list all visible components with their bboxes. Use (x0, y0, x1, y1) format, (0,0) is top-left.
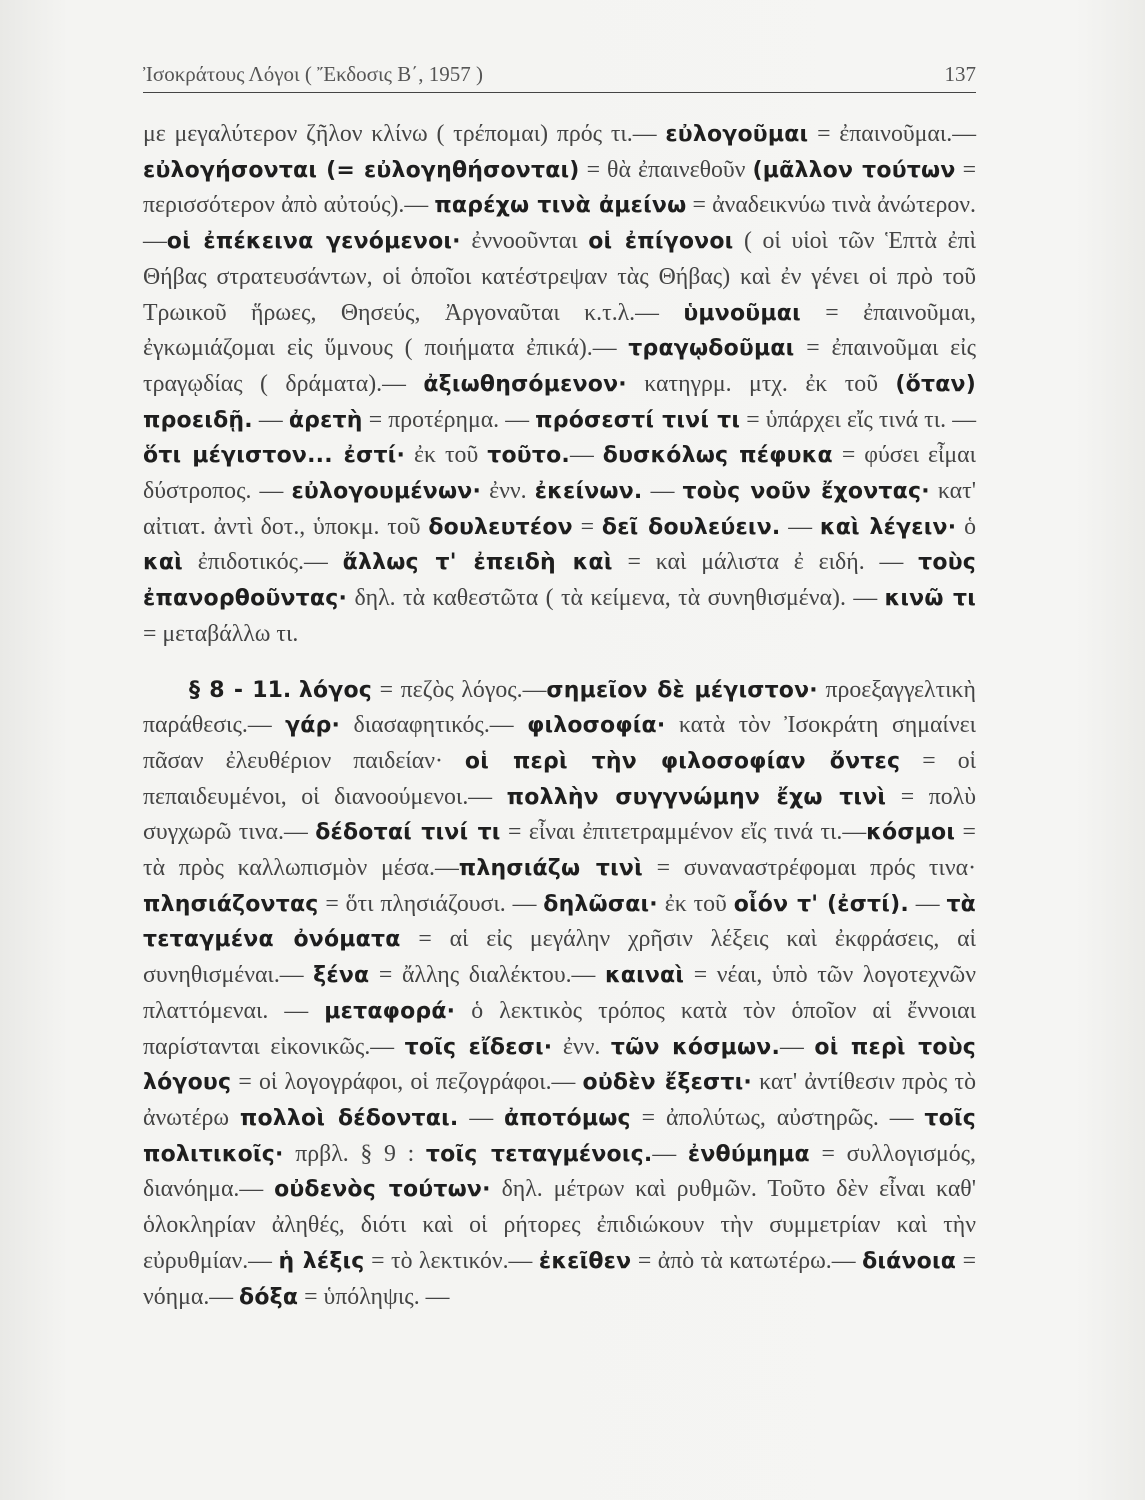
gloss-text: πρβλ. § 9 : (283, 1140, 426, 1167)
gloss-text: κατὰ τὸν Ἰσοκράτη σημαίνει πᾶσαν ἐλευθέριον παιδείαν· (143, 712, 976, 774)
lemma-term: διάνοια (862, 1248, 957, 1274)
lemma-term: τραγῳδοῦμαι (628, 336, 795, 362)
gloss-text: = πολὺ συγχωρῶ τινα.— (143, 783, 976, 846)
gloss-text: κατηγρμ. μτχ. ἐκ τοῦ (626, 370, 896, 397)
lemma-term: ἡ λέξις (278, 1248, 365, 1274)
running-title: Ἰσοκράτους Λόγοι ( Ἔκδοσις Β΄, 1957 ) (143, 62, 483, 86)
gloss-text: = συλλογισμός, διανόημα.— (143, 1140, 976, 1203)
lemma-term: ὅτι μέγιστον... ἐστί· (143, 443, 406, 469)
gloss-text: — (780, 1033, 815, 1060)
gloss-text: = συναναστρέφομαι πρός τινα· (642, 855, 976, 882)
lemma-term: εὐλογουμένων· (291, 479, 482, 505)
lemma-term: δυσκόλως πέφυκα (602, 443, 833, 469)
gloss-text: κατ' αἰτιατ. ἀντὶ δοτ., ὑποκμ. τοῦ (143, 478, 976, 540)
paragraph-2 (143, 673, 976, 1316)
lemma-term: λόγος (298, 677, 373, 703)
running-header (143, 62, 976, 93)
gloss-text: = τὸ λεκτικόν.— (364, 1247, 539, 1274)
lemma-term: μεταφορά· (324, 998, 456, 1024)
gloss-text: = νέαι, ὑπὸ τῶν λογοτεχνῶν πλαττόμεναι. — (143, 962, 976, 1024)
gloss-text: = φύσει εἶμαι δύστροπος. — (143, 442, 976, 505)
lemma-term: (ὅταν) προειδῇ. (143, 371, 976, 433)
gloss-text: = ἐπαινοῦμαι.— (808, 121, 976, 147)
lemma-term: παρέχω τινὰ ἀμείνω (434, 193, 687, 219)
gloss-text: = ἀπολύτως, αὐστηρῶς. — (630, 1104, 925, 1131)
gloss-text: με μεγαλύτερον ζῆλον κλίνω ( τρέπομαι) πρός τι.— (143, 121, 666, 147)
gloss-text: = καὶ μάλιστα ἐ ειδή. — (612, 549, 919, 576)
gloss-text: διασαφητικός.— (340, 712, 528, 739)
gloss-text: = (572, 513, 602, 540)
gloss-text: = αἱ εἰς μεγάλην χρῆσιν λέξεις καὶ ἐκφράσεις, αἱ συνηθισμέναι.— (143, 926, 976, 989)
lemma-term: οἷόν τ' (ἐστί). (733, 891, 909, 917)
gloss-text: — (569, 442, 603, 469)
lemma-term: καιναὶ (604, 963, 685, 989)
gloss-text: ἐκ τοῦ (657, 890, 734, 917)
gloss-text: = θὰ ἐπαινεθοῦν (579, 156, 753, 183)
gloss-text: ἐνν. (552, 1033, 611, 1060)
lemma-term: οἱ περὶ τοὺς λόγους (143, 1034, 976, 1096)
lemma-term: ὑμνοῦμαι (683, 300, 801, 326)
gloss-text: ἐκ τοῦ (405, 442, 488, 469)
gloss-text: ἐνν. (481, 478, 535, 505)
gloss-text: = ἐπαινοῦμαι εἰς τραγῳδίας ( δράματα).— (143, 335, 976, 397)
lemma-term: εὐλογήσονται (= εὐλογηθήσονται) (143, 157, 580, 183)
gloss-text: = ἄλλης διαλέκτου.— (369, 962, 605, 989)
gloss-text: προεξαγγελτικὴ παράθεσις.— (143, 676, 976, 739)
lemma-term: πρόσεστί τινί τι (535, 407, 741, 433)
gloss-text: ὁ (956, 513, 977, 540)
gloss-text: = νόημα.— (143, 1247, 976, 1310)
gloss-text: = ἀναδεικνύω τινὰ ἀνώτερον.— (143, 192, 976, 255)
gloss-text (291, 677, 299, 703)
paragraph-1 (143, 117, 976, 653)
gloss-text: — (908, 890, 947, 917)
lemma-term: ἐκείνων. (534, 479, 643, 505)
gloss-text: = μεταβάλλω τι. (143, 620, 299, 647)
gloss-text: ἐννοοῦνται (460, 228, 589, 255)
lemma-term: καὶ λέγειν· (819, 514, 957, 540)
lemma-term: οἱ ἐπέκεινα γενόμενοι· (166, 229, 461, 255)
lemma-term: δηλῶσαι· (543, 891, 658, 917)
lemma-term: εὐλογοῦμαι (665, 122, 809, 147)
lemma-term: (μᾶλλον τούτων (752, 157, 956, 183)
lemma-term: κόσμοι (866, 820, 956, 846)
lemma-term: καὶ (143, 550, 183, 576)
gloss-text: = ὑπάρχει εἴς τινά τι. — (740, 406, 977, 433)
gloss-text: κατ' ἀντίθεσιν πρὸς τὸ ἀνωτέρω (143, 1069, 976, 1131)
gloss-text: δηλ. μέτρων καὶ ρυθμῶν. Τοῦτο δὲν εἶναι καθ' ὁλοκληρίαν ἀληθές, διότι καὶ οἱ ρήτορες ἐπιδιώκουν τὴν συμμετρίαν καὶ τὴν εὐρυθμίαν.— (143, 1176, 976, 1274)
lemma-term: δόξα (239, 1284, 299, 1310)
gloss-text: = ὑπόληψις. — (298, 1283, 450, 1310)
lemma-term: πλησιάζοντας (143, 891, 319, 917)
gloss-text: = πεζὸς λόγος.— (372, 676, 547, 703)
gloss-text: δηλ. τὰ καθεστῶτα ( τὰ κείμενα, τὰ συνηθισμένα). — (347, 585, 885, 612)
lemma-term: πολλοὶ δέδονται. (239, 1105, 459, 1131)
lemma-term: τοὺς νοῦν ἔχοντας· (682, 479, 930, 505)
lemma-term: τοῖς τεταγμένοις. (425, 1141, 653, 1167)
gloss-text: ( οἱ υἱοὶ τῶν Ἑπτὰ ἐπὶ Θήβας στρατευσάντων, οἱ ὁποῖοι κατέστρεψαν τὰς Θήβας) καὶ ἐν γένει οἱ πρὸ τοῦ Τρωικοῦ ἥρωες, Θησεύς, Ἀργοναῦται κ.τ.λ.— (143, 228, 976, 326)
lemma-term: ἄλλως τ' ἐπειδὴ καὶ (342, 550, 613, 576)
gloss-text: = ὅτι πλησιάζουσι. — (318, 890, 544, 917)
lemma-term: κινῶ τι (884, 586, 976, 612)
gloss-text: = τὰ πρὸς καλλωπισμὸν μέσα.— (143, 819, 976, 882)
gloss-text: — (458, 1104, 505, 1131)
gloss-text: — (642, 478, 683, 505)
lemma-term: πολλὴν συγγνώμην ἔχω τινὶ (506, 784, 887, 810)
section-marker: § 8 - 11. (189, 677, 292, 703)
lemma-term: δεῖ δουλεύειν. (601, 514, 781, 540)
lemma-term: ξένα (313, 963, 370, 989)
gloss-text: ὁ λεκτικὸς τρόπος κατὰ τὸν ὁποῖον αἱ ἔννοιαι παρίστανται εἰκονικῶς.— (143, 997, 976, 1060)
lemma-term: δουλευτέον (428, 514, 573, 540)
lemma-term: σημεῖον δὲ μέγιστον· (546, 677, 818, 703)
page-number: 137 (944, 62, 976, 86)
lemma-term: τοῦτο. (487, 443, 570, 469)
gloss-text: — (780, 513, 820, 540)
lemma-term: γάρ· (285, 713, 341, 739)
lemma-term: πλησιάζω τινὶ (458, 856, 643, 882)
lemma-term: φιλοσοφία· (527, 713, 666, 739)
gloss-text: = οἱ λογογράφοι, οἱ πεζογράφοι.— (231, 1069, 583, 1096)
gloss-text: = ἐπαινοῦμαι, ἐγκωμιάζομαι εἰς ὕμνους ( ποιήματα ἐπικά).— (143, 299, 977, 362)
lemma-term: τῶν κόσμων. (610, 1034, 781, 1060)
lemma-term: ἐνθύμημα (687, 1141, 810, 1167)
lemma-term: δέδοταί τινί τι (315, 820, 501, 846)
lemma-term: τοῖς εἴδεσι· (404, 1034, 553, 1060)
gloss-text: ἐπιδοτικός.— (182, 549, 343, 576)
gloss-text: = εἶναι ἐπιτετραμμένον εἴς τινά τι.— (500, 819, 867, 846)
lemma-term: οὐδὲν ἔξεστι· (582, 1070, 752, 1096)
gloss-text: = οἱ πεπαιδευμένοι, οἱ διανοούμενοι.— (143, 747, 977, 810)
lemma-term: τὰ τεταγμένα ὀνόματα (143, 891, 976, 953)
lemma-term: οἱ ἐπίγονοι (588, 229, 734, 255)
lemma-term: τοὺς ἐπανορθοῦντας· (143, 550, 977, 612)
lemma-term: οὐδενὸς τούτων· (274, 1177, 491, 1203)
lemma-term: ἐκεῖθεν (538, 1248, 632, 1274)
lemma-term: ἀξιωθησόμενον· (423, 371, 627, 397)
commentary-body (143, 117, 976, 1315)
gloss-text: = περισσότερον ἀπὸ αὐτούς).— (143, 156, 976, 219)
gloss-text: — (652, 1140, 688, 1167)
gloss-text: = προτέρημα. — (362, 406, 536, 433)
lemma-term: ἀποτόμως (504, 1105, 631, 1131)
lemma-term: οἱ περὶ τὴν φιλοσοφίαν ὄντες (464, 748, 901, 774)
lemma-term: τοῖς πολιτικοῖς· (143, 1105, 976, 1167)
lemma-term: ἀρετὴ (288, 407, 363, 433)
gloss-text: = ἀπὸ τὰ κατωτέρω.— (631, 1247, 863, 1274)
gloss-text: — (252, 406, 289, 433)
